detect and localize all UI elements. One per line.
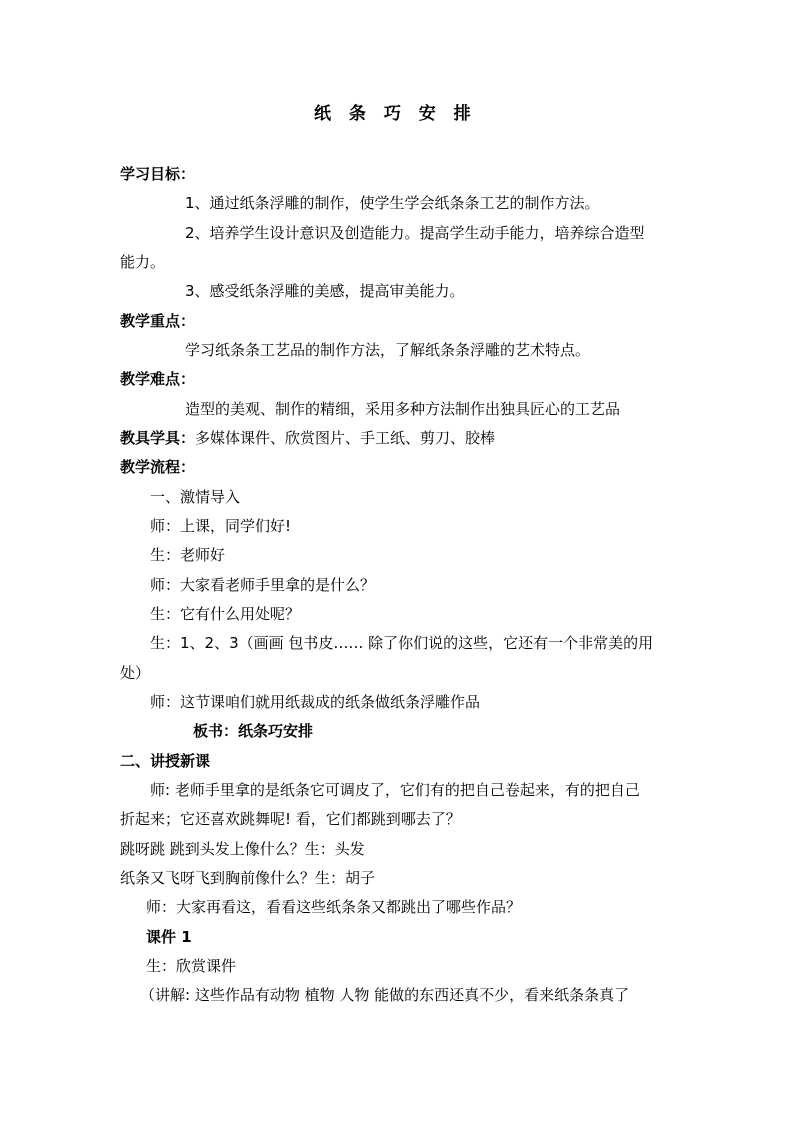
page-title: 纸 条 巧 安 排 xyxy=(314,104,477,124)
dialog-line: 生：欣赏课件 xyxy=(146,957,237,975)
dialog-line: 师：这节课咱们就用纸裁成的纸条做纸条浮雕作品 xyxy=(150,693,481,711)
difficulty-heading: 教学难点： xyxy=(120,370,196,388)
objective-line: 1、通过纸条浮雕的制作，使学生学会纸条条工艺的制作方法。 xyxy=(185,194,600,212)
tools-line xyxy=(120,428,495,448)
dialog-line: 跳呀跳 跳到头发上像什么？生：头发 xyxy=(120,840,365,858)
dialog-line: 折起来；它还喜欢跳舞呢! 看，它们都跳到哪去了？ xyxy=(120,810,461,828)
tools-heading: 教具学具： xyxy=(120,429,196,447)
explanation-line: （讲解: 这些作品有动物 植物 人物 能做的东西还真不少，看来纸条条真了 xyxy=(140,986,630,1004)
section-heading: 一、激情导入 xyxy=(150,488,241,506)
objective-line: 能力。 xyxy=(120,253,166,271)
process-heading: 教学流程： xyxy=(120,458,196,476)
courseware-label: 课件 1 xyxy=(146,928,192,946)
dialog-line: 处） xyxy=(120,664,151,682)
tools-text: 多媒体课件、欣赏图片、手工纸、剪刀、胶棒 xyxy=(195,429,496,447)
objective-line: 3、感受纸条浮雕的美感，提高审美能力。 xyxy=(185,282,465,300)
difficulty-text: 造型的美观、制作的精细，采用多种方法制作出独具匠心的工艺品 xyxy=(185,400,621,418)
dialog-line: 师：大家再看这，看看这些纸条条又都跳出了哪些作品？ xyxy=(146,898,522,916)
dialog-line: 生：它有什么用处呢？ xyxy=(150,605,301,623)
key-points-heading: 教学重点： xyxy=(120,312,196,330)
dialog-line: 生：老师好 xyxy=(150,546,226,564)
dialog-line: 师：大家看老师手里拿的是什么？ xyxy=(150,576,376,594)
dialog-line: 师: 老师手里拿的是纸条它可调皮了，它们有的把自己卷起来，有的把自己 xyxy=(150,781,640,799)
board-title: 板书：纸条巧安排 xyxy=(193,722,314,740)
section-heading: 二、讲授新课 xyxy=(120,752,211,770)
dialog-line: 生：1、2、3（画画 包书皮…… 除了你们说的这些，它还有一个非常美的用 xyxy=(150,634,654,652)
key-points-text: 学习纸条条工艺品的制作方法，了解纸条条浮雕的艺术特点。 xyxy=(185,341,591,359)
dialog-line: 师：上课，同学们好! xyxy=(150,517,292,535)
objective-line: 2、培养学生设计意识及创造能力。提高学生动手能力，培养综合造型 xyxy=(185,224,645,242)
dialog-line: 纸条又飞呀飞到胸前像什么？生：胡子 xyxy=(120,869,376,887)
objectives-heading: 学习目标： xyxy=(120,165,196,183)
